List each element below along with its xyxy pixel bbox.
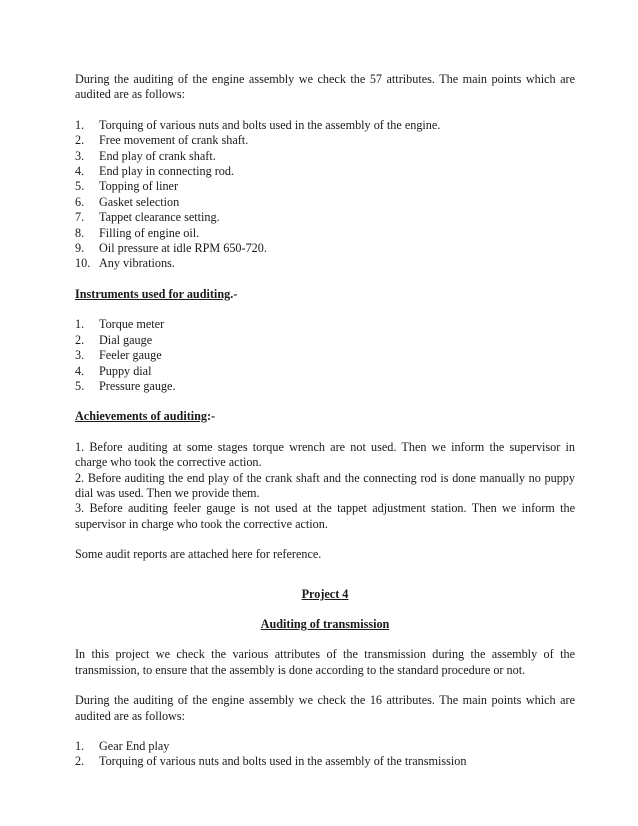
achievement-paragraph: 3. Before auditing feeler gauge is not used at the tappet adjustment station. Then we inform the supervisor in charge who took the corrective action. (75, 501, 575, 531)
project-title: Project 4 (301, 586, 349, 601)
achievement-paragraph: 2. Before auditing the end play of the crank shaft and the connecting rod is done manually no puppy dial was used. Then we provide them. (75, 470, 575, 500)
list-item: 2. Free movement of crank shaft. (75, 133, 249, 148)
list-item: 3. End play of crank shaft. (75, 148, 216, 163)
list-item: 2. Dial gauge (75, 332, 153, 347)
list-item: 4. End play in connecting rod. (75, 164, 235, 179)
list-item: 6. Gasket selection (75, 194, 180, 209)
project-subtitle: Auditing of transmission (260, 616, 390, 631)
instruments-list (75, 317, 575, 394)
instruments-heading: Instruments used for auditing.- (75, 286, 238, 301)
list-item: 1. Gear End play (75, 739, 170, 753)
project-intro: In this project we check the various attributes of the transmission during the assembly of the transmission, to ensure that the assembly is done according to the standard procedure or not. (75, 647, 575, 677)
list-item: 2. Torquing of various nuts and bolts used in the assembly of the transmission (75, 754, 467, 769)
engine-audit-points-list (75, 118, 575, 272)
list-item: 5. Topping of liner (75, 179, 179, 194)
audit-reports-note: Some audit reports are attached here for reference. (75, 547, 322, 562)
document-page (75, 72, 575, 770)
list-item: 8. Filling of engine oil. (75, 225, 200, 240)
list-item: 5. Pressure gauge. (75, 378, 176, 393)
transmission-audit-points-list (75, 739, 575, 770)
list-item: 1. Torque meter (75, 317, 165, 332)
list-item: 10. Any vibrations. (75, 256, 175, 271)
list-item: 3. Feeler gauge (75, 348, 162, 363)
transmission-audit-intro: During the auditing of the engine assembly we check the 16 attributes. The main points which are audited are as follows: (75, 693, 575, 723)
engine-audit-intro: During the auditing of the engine assembly we check the 57 attributes. The main points which are audited are as follows: (75, 72, 575, 102)
list-item: 4. Puppy dial (75, 363, 152, 378)
achievements-heading: Achievements of auditing:- (75, 409, 216, 424)
list-item: 1. Torquing of various nuts and bolts used in the assembly of the engine. (75, 117, 441, 132)
achievement-paragraph: 1. Before auditing at some stages torque wrench are not used. Then we inform the supervisor in charge who took the corrective action. (75, 439, 575, 470)
list-item: 9. Oil pressure at idle RPM 650-720. (75, 241, 267, 256)
list-item: 7. Tappet clearance setting. (75, 210, 220, 225)
